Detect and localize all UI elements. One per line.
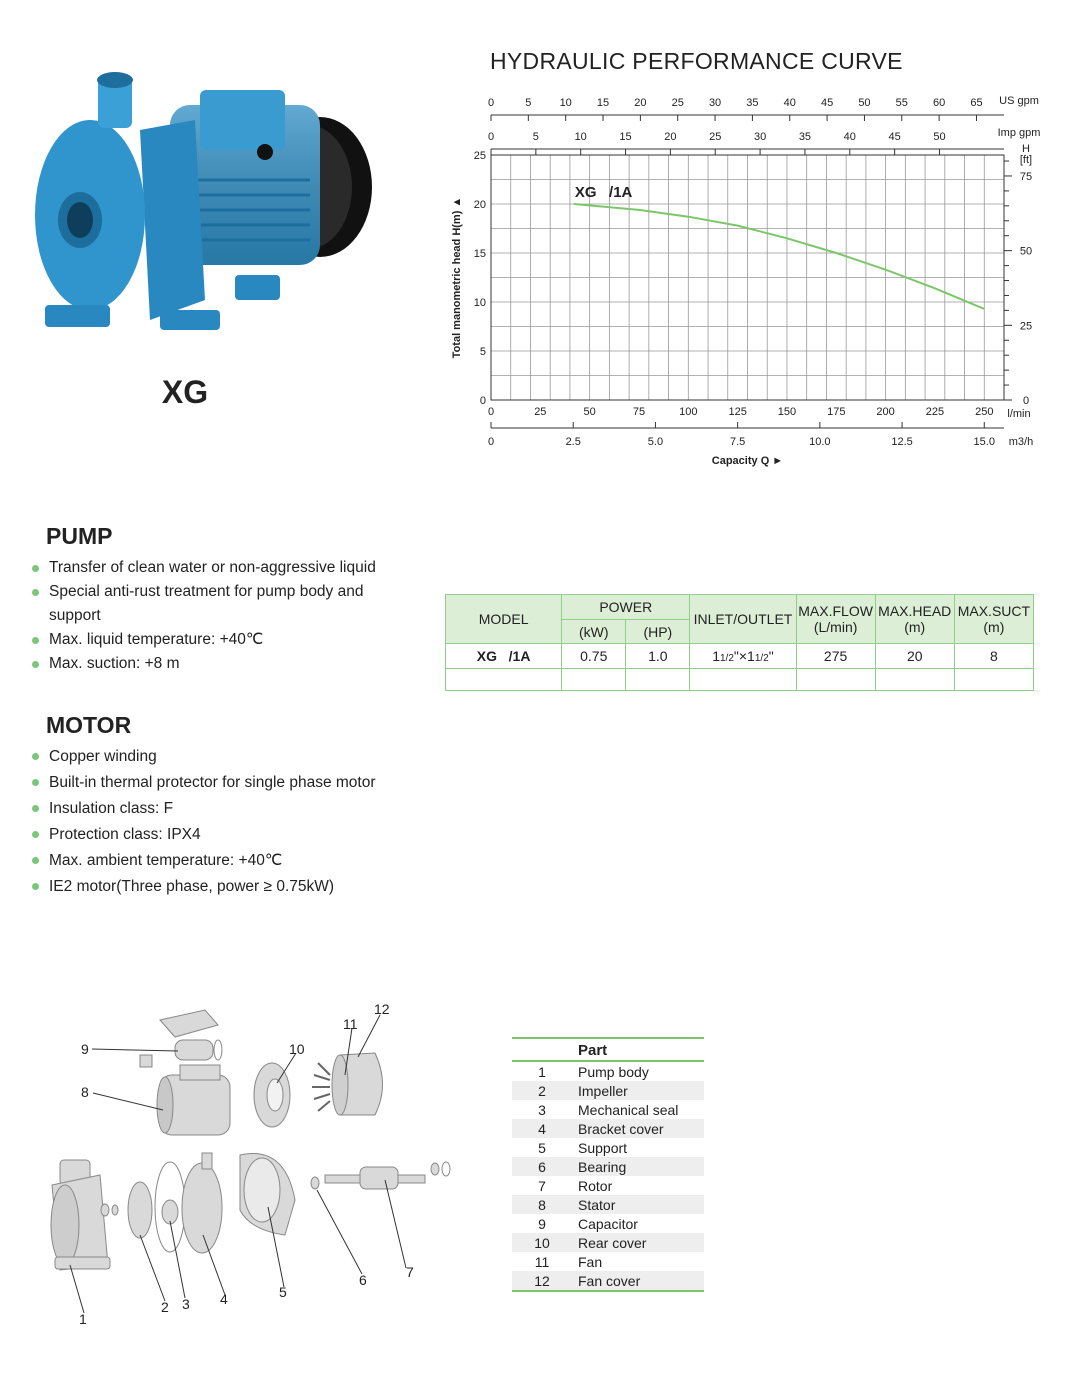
impgpm-tick-label: 40 xyxy=(843,131,856,143)
pump-feature-list xyxy=(32,556,402,676)
parts-table xyxy=(512,1041,704,1292)
usgpm-tick-label: 5 xyxy=(525,97,532,109)
usgpm-tick-label: 45 xyxy=(820,97,834,109)
usgpm-tick-label: 20 xyxy=(634,97,647,109)
cell-inlet-outlet: 11/2"×11/2" xyxy=(690,644,796,669)
x-tick-label: 0 xyxy=(487,406,495,418)
x-tick-label: 100 xyxy=(679,406,698,418)
usgpm-tick-label: 10 xyxy=(559,97,572,109)
usgpm-unit-label: US gpm xyxy=(999,95,1039,107)
usgpm-tick-label: 30 xyxy=(708,97,722,109)
table-row: 4 Bracket cover xyxy=(512,1119,704,1138)
x-tick-label: 25 xyxy=(534,406,547,418)
table-row-empty xyxy=(446,669,1034,691)
table-row: 10 Rear cover xyxy=(512,1233,704,1252)
callout-6: 6 xyxy=(359,1272,367,1288)
usgpm-tick-label: 60 xyxy=(933,97,946,109)
impgpm-tick-label: 50 xyxy=(933,131,946,143)
list-item: Protection class: IPX4 xyxy=(32,822,412,848)
usgpm-tick-label: 25 xyxy=(671,97,684,109)
table-row: 3 Mechanical seal xyxy=(538,1101,679,1118)
col-header-inlet-outlet: INLET/OUTLET xyxy=(690,595,796,644)
impgpm-tick-label: 25 xyxy=(709,131,722,143)
y-tick-label: 0 xyxy=(479,395,486,407)
table-row: 12 Fan cover xyxy=(512,1271,704,1291)
usgpm-tick-label: 0 xyxy=(487,97,495,109)
m3h-tick-label: 15.0 xyxy=(973,436,995,448)
callout-7: 7 xyxy=(406,1264,414,1280)
callout-9: 9 xyxy=(81,1041,89,1057)
x-axis-label: Capacity Q ► xyxy=(711,455,784,467)
bullet-icon xyxy=(32,565,39,572)
parts-header: Part xyxy=(578,1042,608,1059)
ft-unit-label: [ft] xyxy=(1019,154,1033,166)
m3h-tick-label: 10.0 xyxy=(809,436,831,448)
table-row: 1 Pump body xyxy=(538,1063,649,1080)
table-row: 9 Capacitor xyxy=(538,1215,638,1232)
col-header-power: POWER xyxy=(562,595,690,620)
bullet-icon xyxy=(32,805,39,812)
cell-model: XG /1A xyxy=(446,644,562,669)
impgpm-tick-label: 30 xyxy=(753,131,767,143)
usgpm-tick-label: 55 xyxy=(895,97,908,109)
list-item: Insulation class: F xyxy=(32,796,412,822)
ft-tick-label: 75 xyxy=(1019,170,1033,183)
m3h-tick-label: 7.5 xyxy=(729,436,746,448)
col-header-hp: (HP) xyxy=(626,620,690,644)
list-item: Transfer of clean water or non-aggressive liquid xyxy=(32,556,402,580)
bullet-icon xyxy=(32,589,39,596)
impgpm-tick-label: 20 xyxy=(664,131,677,143)
x-tick-label: 175 xyxy=(827,406,846,418)
x-tick-label: 250 xyxy=(975,406,994,418)
callout-8: 8 xyxy=(81,1084,89,1100)
ft-tick-label: 25 xyxy=(1019,320,1033,333)
bullet-icon xyxy=(32,883,39,890)
bullet-icon xyxy=(32,661,39,668)
impgpm-tick-label: 35 xyxy=(798,131,812,143)
callout-1: 1 xyxy=(79,1311,87,1327)
callout-5: 5 xyxy=(279,1284,287,1300)
bullet-icon xyxy=(32,857,39,864)
series-label: XG /1A xyxy=(574,184,633,201)
y-tick-label: 5 xyxy=(479,346,486,358)
list-item: Built-in thermal protector for single phase motor xyxy=(32,770,412,796)
callout-3: 3 xyxy=(182,1296,190,1312)
callout-10: 10 xyxy=(289,1041,305,1057)
list-item: IE2 motor(Three phase, power ≥ 0.75kW) xyxy=(32,874,412,900)
bullet-icon xyxy=(32,753,39,760)
list-item: Max. liquid temperature: +40℃ xyxy=(32,628,402,652)
callout-2: 2 xyxy=(161,1299,169,1315)
col-header-kw: (kW) xyxy=(562,620,626,644)
x-tick-label: 125 xyxy=(728,406,747,418)
callout-11: 11 xyxy=(343,1016,358,1032)
list-item: Special anti-rust treatment for pump body and xyxy=(32,580,402,604)
exploded-callouts xyxy=(40,995,480,1335)
impgpm-tick-label: 5 xyxy=(532,131,539,143)
x-tick-label: 225 xyxy=(925,406,945,418)
impgpm-tick-label: 0 xyxy=(487,131,495,143)
list-item: Max. suction: +8 m xyxy=(32,652,402,676)
table-row: 8 Stator xyxy=(512,1195,704,1214)
usgpm-tick-label: 35 xyxy=(746,97,759,109)
impgpm-unit-label: Imp gpm xyxy=(997,127,1041,139)
pump-photo xyxy=(20,60,380,360)
x-tick-label: 50 xyxy=(583,406,596,418)
table-row: 5 Support xyxy=(538,1139,628,1156)
cell-kw: 0.75 xyxy=(562,644,626,669)
usgpm-tick-label: 15 xyxy=(596,97,610,109)
list-item: Copper winding xyxy=(32,744,412,770)
series-line xyxy=(574,204,984,309)
m3h-tick-label: 2.5 xyxy=(565,436,581,448)
cell-max-flow: 275 xyxy=(796,644,875,669)
m3h-tick-label: 12.5 xyxy=(891,436,913,448)
callout-12: 12 xyxy=(374,1001,390,1017)
table-row: 11 Fan xyxy=(534,1253,603,1270)
motor-feature-list xyxy=(32,744,412,900)
m3h-tick-label: 0 xyxy=(487,436,495,448)
table-row: 7 Rotor xyxy=(538,1177,613,1194)
pump-heading: PUMP xyxy=(46,523,113,549)
impgpm-tick-label: 10 xyxy=(574,131,587,143)
bullet-icon xyxy=(32,831,39,838)
table-row xyxy=(446,644,1034,669)
cell-max-head: 20 xyxy=(875,644,954,669)
usgpm-tick-label: 65 xyxy=(970,97,983,109)
table-row: 6 Bearing xyxy=(512,1157,704,1176)
ft-tick-label: 0 xyxy=(1022,395,1030,407)
list-item: support xyxy=(49,607,101,624)
y-tick-label: 25 xyxy=(473,150,486,162)
usgpm-tick-label: 40 xyxy=(783,97,796,109)
spec-table xyxy=(445,594,1034,691)
bullet-icon xyxy=(32,637,39,644)
motor-heading: MOTOR xyxy=(46,712,132,738)
callout-4: 4 xyxy=(220,1291,228,1307)
ft-unit-label: H xyxy=(1022,143,1030,155)
ft-tick-label: 50 xyxy=(1019,245,1033,258)
chart-title: HYDRAULIC PERFORMANCE CURVE xyxy=(490,48,903,74)
y-axis-label: Total manometric head H(m) ▲ xyxy=(451,196,463,359)
y-tick-label: 15 xyxy=(473,248,486,260)
impgpm-tick-label: 15 xyxy=(619,131,632,143)
m3h-unit-label: m3/h xyxy=(1008,436,1034,448)
table-row: 2 Impeller xyxy=(512,1081,704,1100)
cell-max-suct: 8 xyxy=(954,644,1033,669)
list-item: Max. ambient temperature: +40℃ xyxy=(32,848,412,874)
y-tick-label: 20 xyxy=(473,199,486,211)
model-name: XG xyxy=(161,374,209,410)
col-header-max-suct: MAX.SUCT (m) xyxy=(954,595,1033,644)
parts-table-top-rule xyxy=(512,1037,704,1039)
x-tick-label: 150 xyxy=(777,406,797,418)
x-tick-label: 200 xyxy=(876,406,895,418)
col-header-max-flow: MAX.FLOW (L/min) xyxy=(796,595,875,644)
bullet-icon xyxy=(32,779,39,786)
usgpm-tick-label: 50 xyxy=(858,97,871,109)
m3h-tick-label: 5.0 xyxy=(647,436,664,448)
x-unit-label: l/min xyxy=(1007,408,1031,420)
col-header-max-head: MAX.HEAD (m) xyxy=(875,595,954,644)
cell-hp: 1.0 xyxy=(626,644,690,669)
x-tick-label: 75 xyxy=(632,406,646,418)
performance-chart xyxy=(440,85,1060,480)
y-tick-label: 10 xyxy=(473,297,486,309)
impgpm-tick-label: 45 xyxy=(888,131,901,143)
col-header-model: MODEL xyxy=(446,595,562,644)
